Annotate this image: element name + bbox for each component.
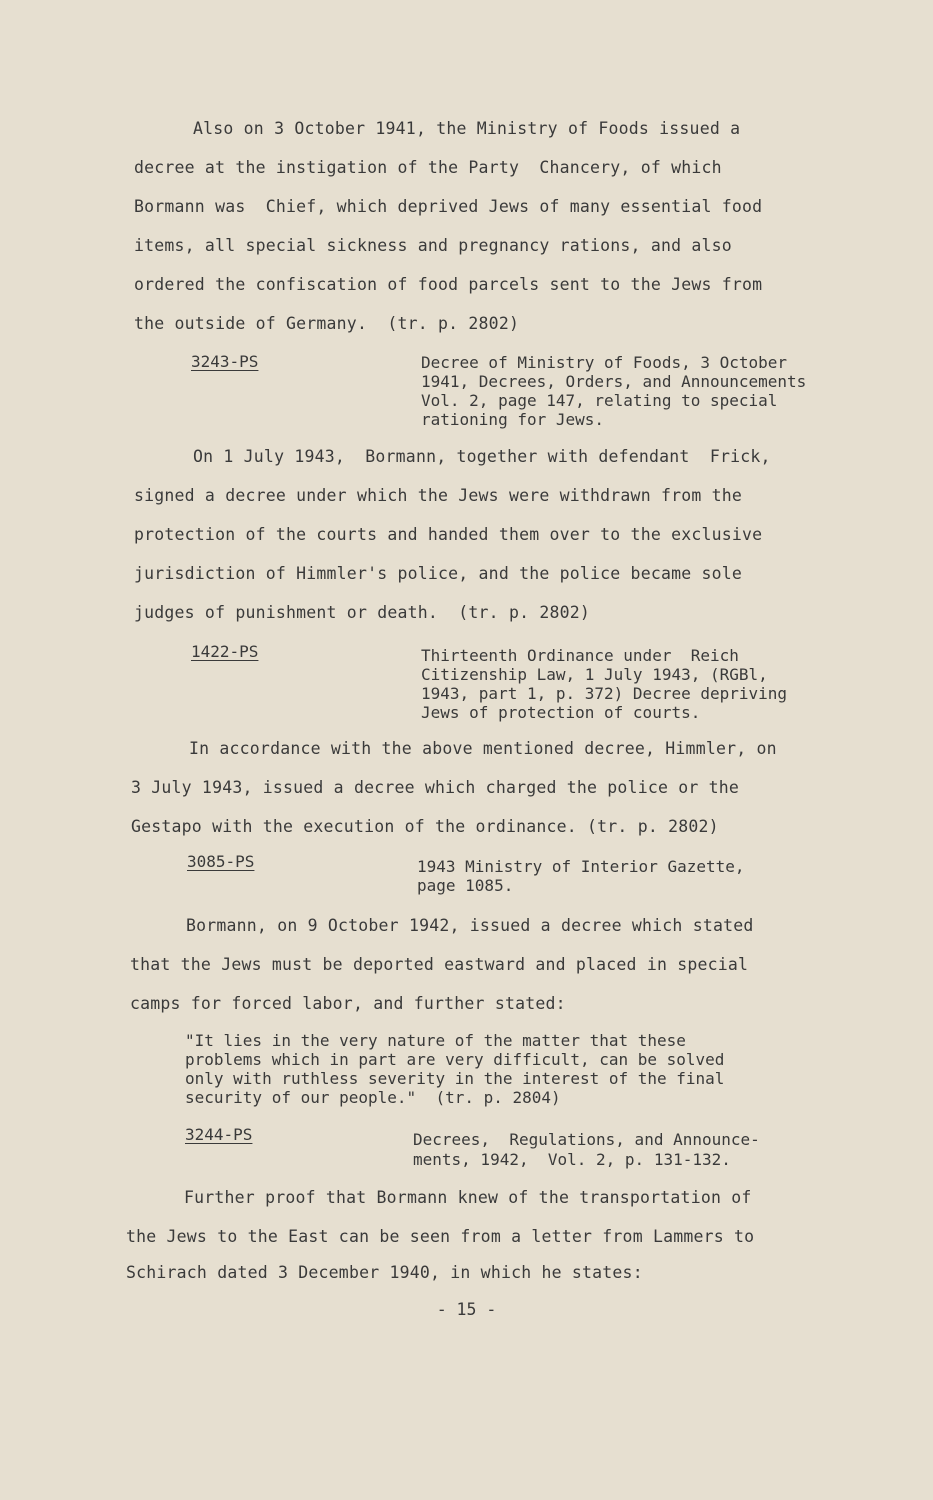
text-line: protection of the courts and handed them over to the exclusive bbox=[134, 525, 763, 544]
citation-line: ments, 1942, Vol. 2, p. 131-132. bbox=[413, 1150, 731, 1169]
text-line: signed a decree under which the Jews were withdrawn from the bbox=[134, 486, 743, 505]
text-line: the Jews to the East can be seen from a letter from Lammers to bbox=[126, 1227, 755, 1246]
citation-line: Thirteenth Ordinance under Reich bbox=[421, 646, 739, 665]
citation-line: rationing for Jews. bbox=[421, 410, 605, 429]
text-line: camps for forced labor, and further stated: bbox=[130, 994, 566, 1013]
text-line: items, all special sickness and pregnancy rations, and also bbox=[134, 236, 732, 255]
document-reference: 3244-PS bbox=[185, 1125, 253, 1144]
quote-line: "It lies in the very nature of the matter that these bbox=[185, 1031, 686, 1050]
citation-line: page 1085. bbox=[417, 876, 514, 895]
text-line: ordered the confiscation of food parcels sent to the Jews from bbox=[134, 275, 763, 294]
text-line: Gestapo with the execution of the ordinance. (tr. p. 2802) bbox=[131, 817, 719, 836]
citation-line: 1943 Ministry of Interior Gazette, bbox=[417, 857, 745, 876]
citation-line: Decree of Ministry of Foods, 3 October bbox=[421, 353, 788, 372]
text-line: decree at the instigation of the Party Chancery, of which bbox=[134, 158, 722, 177]
citation-line: 1943, part 1, p. 372) Decree depriving bbox=[421, 684, 788, 703]
text-line: Also on 3 October 1941, the Ministry of Foods issued a bbox=[193, 119, 741, 138]
text-line: that the Jews must be deported eastward and placed in special bbox=[130, 955, 749, 974]
document-reference: 1422-PS bbox=[191, 642, 259, 661]
quote-line: only with ruthless severity in the interest of the final bbox=[185, 1069, 725, 1088]
quote-line: problems which in part are very difficult, can be solved bbox=[185, 1050, 725, 1069]
text-line: jurisdiction of Himmler's police, and the police became sole bbox=[134, 564, 743, 583]
text-line: 3 July 1943, issued a decree which charged the police or the bbox=[131, 778, 740, 797]
text-line: Bormann, on 9 October 1942, issued a decree which stated bbox=[186, 916, 754, 935]
text-line: judges of punishment or death. (tr. p. 2802) bbox=[134, 603, 591, 622]
quote-line: security of our people." (tr. p. 2804) bbox=[185, 1088, 561, 1107]
text-line: On 1 July 1943, Bormann, together with defendant Frick, bbox=[193, 447, 771, 466]
citation-line: Jews of protection of courts. bbox=[421, 703, 701, 722]
text-line: Bormann was Chief, which deprived Jews of many essential food bbox=[134, 197, 763, 216]
document-reference: 3085-PS bbox=[187, 852, 255, 871]
text-line: Further proof that Bormann knew of the transportation of bbox=[184, 1188, 752, 1207]
text-line: the outside of Germany. (tr. p. 2802) bbox=[134, 314, 520, 333]
document-reference: 3243-PS bbox=[191, 352, 259, 371]
text-line: Schirach dated 3 December 1940, in which he states: bbox=[126, 1263, 643, 1282]
citation-line: 1941, Decrees, Orders, and Announcements bbox=[421, 372, 807, 391]
page-number: - 15 - bbox=[436, 1300, 497, 1319]
citation-line: Decrees, Regulations, and Announce- bbox=[413, 1130, 760, 1149]
text-line: In accordance with the above mentioned decree, Himmler, on bbox=[189, 739, 777, 758]
citation-line: Citizenship Law, 1 July 1943, (RGBl, bbox=[421, 665, 768, 684]
citation-line: Vol. 2, page 147, relating to special bbox=[421, 391, 778, 410]
